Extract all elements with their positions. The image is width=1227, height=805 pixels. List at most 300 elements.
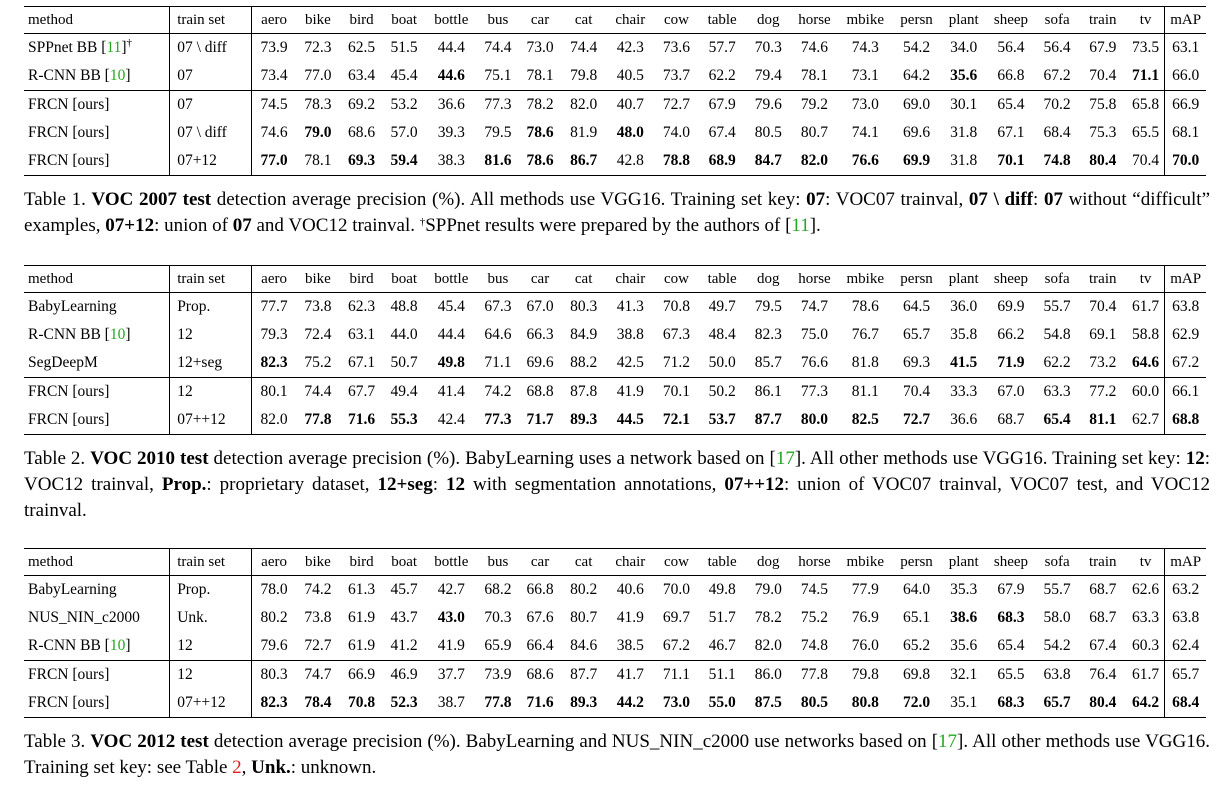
train-set-cell: 12	[170, 378, 252, 407]
ap-cell: 41.3	[616, 298, 644, 316]
column-header: persn	[892, 7, 941, 34]
header-row	[24, 266, 1206, 293]
ap-cell: 88.2	[570, 354, 598, 372]
train-set-cell: 07	[170, 62, 252, 91]
table-row	[24, 349, 1206, 378]
map-cell: 65.7	[1165, 661, 1206, 690]
ap-cell: 69.9	[892, 147, 941, 176]
ap-cell: 66.3	[526, 326, 554, 344]
train-set-cell: Unk.	[170, 604, 252, 632]
ap-cell: 79.2	[790, 91, 838, 120]
column-header: train	[1079, 7, 1127, 34]
table-row	[24, 378, 1206, 407]
ap-cell: 63.8	[1036, 661, 1079, 690]
ap-cell: 82.0	[754, 637, 782, 655]
ap-cell: 69.0	[892, 91, 941, 120]
ap-cell: 72.3	[304, 39, 332, 57]
caption-dataset: VOC 2012 test	[90, 731, 209, 752]
ap-cell: 37.7	[425, 661, 477, 690]
ap-cell: 70.4	[1127, 147, 1165, 176]
caption-dataset: VOC 2007 test	[91, 189, 212, 210]
ap-cell: 40.5	[616, 67, 644, 85]
ap-cell: 35.3	[950, 581, 978, 599]
ap-cell: 40.6	[616, 581, 644, 599]
ap-cell: 77.7	[252, 293, 296, 322]
ap-cell: 70.4	[1089, 67, 1117, 85]
ap-cell: 82.5	[839, 406, 892, 435]
ap-cell: 58.0	[1043, 609, 1071, 627]
column-header: sheep	[986, 266, 1035, 293]
table-row	[24, 632, 1206, 661]
table-row	[24, 406, 1206, 435]
ap-cell: 69.3	[340, 147, 383, 176]
map-cell: 62.4	[1165, 632, 1206, 661]
ap-cell: 76.6	[800, 354, 829, 372]
ap-cell: 64.2	[902, 67, 931, 85]
ap-cell: 73.8	[304, 298, 332, 316]
column-header: boat	[383, 266, 425, 293]
ap-cell: 79.5	[754, 298, 782, 316]
column-header: table	[698, 7, 746, 34]
column-header: method	[24, 7, 170, 34]
ap-cell: 69.8	[892, 661, 941, 690]
ap-cell: 73.9	[477, 661, 518, 690]
column-header: chair	[606, 549, 655, 576]
ap-cell: 78.6	[851, 298, 879, 316]
train-set-cell: 07 \ diff	[170, 119, 252, 147]
ap-cell: 77.8	[477, 689, 518, 718]
ap-cell: 63.3	[1132, 609, 1160, 627]
caption-dataset: VOC 2010 test	[90, 448, 209, 469]
column-header: sofa	[1036, 266, 1079, 293]
column-header: dog	[746, 266, 790, 293]
column-header: train	[1079, 549, 1127, 576]
ap-cell: 63.1	[347, 326, 376, 344]
ap-cell: 67.7	[340, 378, 383, 407]
citation-link[interactable]: 11	[791, 215, 810, 236]
column-header: sheep	[986, 7, 1035, 34]
citation-link[interactable]: 17	[938, 731, 958, 752]
ap-cell: 80.3	[252, 661, 296, 690]
ap-cell: 74.6	[800, 39, 829, 57]
ap-cell: 35.6	[950, 67, 978, 85]
column-header: mAP	[1165, 266, 1206, 293]
ap-cell: 67.0	[526, 298, 554, 316]
ap-cell: 70.4	[892, 378, 941, 407]
ap-cell: 87.7	[746, 406, 790, 435]
ap-cell: 65.4	[986, 91, 1035, 120]
table-row	[24, 321, 1206, 349]
ap-cell: 78.4	[296, 689, 340, 718]
ap-cell: 66.9	[340, 661, 383, 690]
ap-cell: 41.9	[606, 378, 655, 407]
ap-cell: 68.6	[347, 124, 376, 142]
ap-cell: 50.2	[698, 378, 746, 407]
ap-cell: 68.4	[1043, 124, 1071, 142]
ap-cell: 67.4	[1089, 637, 1117, 655]
ap-cell: 85.7	[754, 354, 782, 372]
table-row	[24, 119, 1206, 147]
ap-cell: 70.3	[754, 39, 782, 57]
ap-cell: 81.1	[1079, 406, 1127, 435]
ap-cell: 74.4	[570, 39, 598, 57]
ap-cell: 80.5	[790, 689, 838, 718]
ap-cell: 67.9	[997, 581, 1025, 599]
ap-cell: 79.3	[252, 321, 296, 349]
ap-cell: 79.8	[570, 67, 598, 85]
map-cell: 66.1	[1165, 378, 1206, 407]
ap-cell: 49.8	[708, 581, 736, 599]
ap-cell: 86.7	[562, 147, 606, 176]
table-3	[24, 548, 1206, 718]
method-cell: BabyLearning	[28, 581, 117, 599]
ap-cell: 31.8	[941, 147, 986, 176]
column-header: dog	[746, 7, 790, 34]
ap-cell: 74.7	[800, 298, 829, 316]
ap-cell: 35.6	[950, 637, 978, 655]
train-set-cell: 07++12	[170, 689, 252, 718]
ap-cell: 81.6	[477, 147, 518, 176]
citation-link[interactable]: 17	[775, 448, 795, 469]
ap-cell: 51.1	[698, 661, 746, 690]
train-set-cell: 07+12	[170, 147, 252, 176]
ap-cell: 78.1	[800, 67, 829, 85]
column-header: cat	[562, 266, 606, 293]
table-row	[24, 147, 1206, 176]
method-cell: SPPnet BB [11]†	[28, 37, 133, 57]
ap-cell: 78.6	[518, 147, 561, 176]
ap-cell: 80.1	[252, 378, 296, 407]
table-ref-link[interactable]: 2	[232, 757, 242, 778]
ap-cell: 38.6	[950, 609, 978, 627]
ap-cell: 76.7	[851, 326, 879, 344]
ap-cell: 80.2	[570, 581, 598, 599]
ap-cell: 79.5	[484, 124, 512, 142]
map-cell: 63.1	[1165, 34, 1206, 63]
ap-cell: 74.0	[662, 124, 691, 142]
ap-cell: 89.3	[562, 689, 606, 718]
ap-cell: 38.5	[616, 637, 644, 655]
column-header: persn	[892, 549, 941, 576]
ap-cell: 59.4	[383, 147, 425, 176]
train-set-cell: 12	[170, 321, 252, 349]
ap-cell: 87.7	[562, 661, 606, 690]
ap-cell: 69.1	[1089, 326, 1117, 344]
ap-cell: 65.4	[997, 637, 1025, 655]
ap-cell: 56.4	[997, 39, 1025, 57]
ap-cell: 41.5	[950, 354, 978, 372]
ap-cell: 73.0	[839, 91, 892, 120]
map-cell: 67.2	[1165, 349, 1206, 378]
ap-cell: 32.1	[941, 661, 986, 690]
ap-cell: 74.4	[296, 378, 340, 407]
ap-cell: 79.6	[746, 91, 790, 120]
ap-cell: 79.8	[839, 661, 892, 690]
ap-cell: 53.2	[383, 91, 425, 120]
ap-cell: 67.9	[698, 91, 746, 120]
ap-cell: 73.4	[252, 62, 296, 91]
ap-cell: 57.7	[708, 39, 736, 57]
ap-cell: 58.8	[1132, 326, 1160, 344]
ap-cell: 73.2	[1089, 354, 1117, 372]
ap-cell: 75.0	[800, 326, 829, 344]
method-cell: FRCN [ours]	[24, 91, 170, 120]
ap-cell: 62.7	[1127, 406, 1165, 435]
column-header: bottle	[425, 549, 477, 576]
ap-cell: 77.0	[304, 67, 332, 85]
ap-cell: 77.3	[477, 406, 518, 435]
ap-cell: 45.4	[437, 298, 465, 316]
column-header: mbike	[839, 7, 892, 34]
ap-cell: 44.4	[437, 39, 465, 57]
train-set-cell: 07 \ diff	[170, 34, 252, 63]
ap-cell: 69.6	[526, 354, 554, 372]
ap-cell: 67.2	[1043, 67, 1071, 85]
column-header: chair	[606, 266, 655, 293]
table-row	[24, 661, 1206, 690]
ap-cell: 62.2	[1043, 354, 1071, 372]
ap-cell: 71.7	[518, 406, 561, 435]
ap-cell: 68.9	[698, 147, 746, 176]
table-1-block	[24, 6, 1206, 176]
ap-cell: 65.7	[1036, 689, 1079, 718]
ap-cell: 60.0	[1127, 378, 1165, 407]
map-cell: 70.0	[1165, 147, 1206, 176]
ap-cell: 64.0	[902, 581, 931, 599]
column-header: train set	[170, 549, 252, 576]
ap-cell: 80.4	[1079, 147, 1127, 176]
ap-cell: 71.9	[997, 354, 1025, 372]
ap-cell: 34.0	[950, 39, 978, 57]
column-header: cat	[562, 549, 606, 576]
ap-cell: 44.2	[606, 689, 655, 718]
ap-cell: 55.7	[1043, 298, 1071, 316]
column-header: boat	[383, 7, 425, 34]
ap-cell: 45.7	[390, 581, 418, 599]
ap-cell: 70.4	[1089, 298, 1117, 316]
ap-cell: 73.5	[1132, 39, 1160, 57]
ap-cell: 35.8	[950, 326, 978, 344]
ap-cell: 75.8	[1079, 91, 1127, 120]
ap-cell: 84.9	[570, 326, 598, 344]
ap-cell: 54.2	[902, 39, 931, 57]
column-header: bus	[477, 549, 518, 576]
ap-cell: 76.6	[839, 147, 892, 176]
ap-cell: 70.3	[484, 609, 512, 627]
column-header: car	[518, 549, 561, 576]
citation-link[interactable]: 10	[109, 326, 126, 344]
ap-cell: 45.4	[390, 67, 418, 85]
ap-cell: 71.1	[484, 354, 512, 372]
ap-cell: 49.4	[383, 378, 425, 407]
column-header: sofa	[1036, 7, 1079, 34]
ap-cell: 61.7	[1132, 298, 1160, 316]
table-row	[24, 34, 1206, 63]
ap-cell: 89.3	[562, 406, 606, 435]
ap-cell: 69.7	[662, 609, 691, 627]
ap-cell: 74.6	[252, 119, 296, 147]
ap-cell: 77.9	[851, 581, 879, 599]
column-header: sofa	[1036, 549, 1079, 576]
method-cell: FRCN [ours]	[28, 124, 110, 142]
column-header: cow	[655, 266, 698, 293]
ap-cell: 68.3	[986, 689, 1035, 718]
citation-link[interactable]: 10	[109, 637, 126, 655]
ap-cell: 41.2	[390, 637, 418, 655]
ap-cell: 75.2	[800, 609, 829, 627]
ap-cell: 80.5	[754, 124, 782, 142]
ap-cell: 64.2	[1127, 689, 1165, 718]
ap-cell: 80.7	[800, 124, 829, 142]
ap-cell: 48.8	[390, 298, 418, 316]
column-header: cow	[655, 7, 698, 34]
ap-cell: 67.1	[997, 124, 1025, 142]
ap-cell: 77.3	[477, 91, 518, 120]
ap-cell: 71.1	[1132, 67, 1160, 85]
ap-cell: 73.6	[662, 39, 691, 57]
ap-cell: 51.7	[708, 609, 736, 627]
column-header: tv	[1127, 549, 1165, 576]
ap-cell: 42.3	[616, 39, 644, 57]
table-row	[24, 91, 1206, 120]
ap-cell: 72.7	[655, 91, 698, 120]
citation-link[interactable]: 10	[109, 67, 126, 85]
ap-cell: 40.7	[606, 91, 655, 120]
ap-cell: 48.4	[708, 326, 736, 344]
ap-cell: 70.1	[986, 147, 1035, 176]
column-header: aero	[252, 549, 296, 576]
ap-cell: 84.6	[570, 637, 598, 655]
table-2-caption: Table 2. VOC 2010 test detection average precision (%). BabyLearning uses a network based on [17]. All other methods use VGG16. Training set key: 12: VOC12 trainval, Prop.: proprietary dataset, 12+seg: 12 with segmentation annotations, 07++12: union of VOC07 trainval, VOC07 test, and VOC12 trainval.	[24, 448, 1211, 521]
table-row	[24, 689, 1206, 718]
train-set-cell: 07++12	[170, 406, 252, 435]
ap-cell: 71.2	[662, 354, 691, 372]
ap-cell: 80.2	[252, 604, 296, 632]
ap-cell: 70.1	[655, 378, 698, 407]
ap-cell: 81.8	[851, 354, 879, 372]
column-header: boat	[383, 549, 425, 576]
ap-cell: 64.6	[1132, 354, 1160, 372]
ap-cell: 68.8	[518, 378, 561, 407]
ap-cell: 36.0	[950, 298, 978, 316]
method-cell: BabyLearning	[28, 298, 117, 316]
ap-cell: 74.2	[304, 581, 332, 599]
ap-cell: 73.9	[252, 34, 296, 63]
citation-link[interactable]: 11	[106, 39, 122, 57]
ap-cell: 73.0	[655, 689, 698, 718]
ap-cell: 62.5	[347, 39, 376, 57]
ap-cell: 72.1	[655, 406, 698, 435]
ap-cell: 67.9	[1089, 39, 1117, 57]
ap-cell: 71.1	[655, 661, 698, 690]
table-row	[24, 293, 1206, 322]
ap-cell: 38.8	[616, 326, 644, 344]
train-set-cell: Prop.	[170, 576, 252, 605]
column-header: car	[518, 7, 561, 34]
ap-cell: 86.0	[746, 661, 790, 690]
ap-cell: 65.7	[902, 326, 931, 344]
table-1-caption: Table 1. VOC 2007 test detection average precision (%). All methods use VGG16. Training set key: 07: VOC07 trainval, 07 \ diff: 07 without “difficult” examples, 07+12: union of 07 and VOC12 trainval. †SPPnet results were prepared by the authors of [11].	[24, 189, 1211, 236]
column-header: persn	[892, 266, 941, 293]
method-cell: SegDeepM	[28, 354, 98, 372]
column-header: bird	[340, 266, 383, 293]
ap-cell: 78.1	[296, 147, 340, 176]
ap-cell: 74.5	[800, 581, 829, 599]
ap-cell: 60.3	[1132, 637, 1160, 655]
ap-cell: 74.7	[296, 661, 340, 690]
ap-cell: 33.3	[941, 378, 986, 407]
ap-cell: 78.8	[655, 147, 698, 176]
table-row	[24, 576, 1206, 605]
ap-cell: 82.3	[252, 689, 296, 718]
table-row	[24, 604, 1206, 632]
ap-cell: 80.4	[1079, 689, 1127, 718]
column-header: method	[24, 549, 170, 576]
method-cell: FRCN [ours]	[24, 406, 170, 435]
map-cell: 68.4	[1165, 689, 1206, 718]
map-cell: 63.2	[1165, 576, 1206, 605]
table-3-block	[24, 548, 1206, 718]
ap-cell: 52.3	[383, 689, 425, 718]
column-header: sheep	[986, 549, 1035, 576]
ap-cell: 55.3	[383, 406, 425, 435]
ap-cell: 44.4	[437, 326, 465, 344]
header-row	[24, 7, 1206, 34]
ap-cell: 67.6	[526, 609, 554, 627]
ap-cell: 43.0	[437, 609, 465, 627]
ap-cell: 86.1	[746, 378, 790, 407]
ap-cell: 71.6	[340, 406, 383, 435]
ap-cell: 72.7	[892, 406, 941, 435]
ap-cell: 75.3	[1089, 124, 1117, 142]
ap-cell: 73.0	[526, 39, 554, 57]
column-header: plant	[941, 549, 986, 576]
map-cell: 63.8	[1165, 293, 1206, 322]
ap-cell: 65.8	[1127, 91, 1165, 120]
column-header: horse	[790, 549, 838, 576]
ap-cell: 57.0	[390, 124, 418, 142]
ap-cell: 61.3	[347, 581, 376, 599]
ap-cell: 78.0	[252, 576, 296, 605]
ap-cell: 70.8	[340, 689, 383, 718]
ap-cell: 78.1	[526, 67, 554, 85]
table-3-caption: Table 3. VOC 2012 test detection average precision (%). BabyLearning and NUS_NIN_c2000 use networks based on [17]. All other methods use VGG16. Training set key: see Table 2, Unk.: unknown.	[24, 731, 1210, 778]
ap-cell: 80.0	[790, 406, 838, 435]
ap-cell: 51.5	[390, 39, 418, 57]
ap-cell: 69.6	[902, 124, 931, 142]
ap-cell: 82.0	[252, 406, 296, 435]
column-header: mbike	[839, 549, 892, 576]
ap-cell: 67.3	[662, 326, 691, 344]
ap-cell: 36.6	[941, 406, 986, 435]
ap-cell: 79.6	[252, 632, 296, 661]
ap-cell: 75.1	[484, 67, 512, 85]
column-header: chair	[606, 7, 655, 34]
ap-cell: 31.8	[950, 124, 978, 142]
ap-cell: 73.1	[851, 67, 879, 85]
ap-cell: 79.0	[754, 581, 782, 599]
table-row	[24, 62, 1206, 91]
ap-cell: 74.1	[851, 124, 879, 142]
ap-cell: 68.6	[518, 661, 561, 690]
ap-cell: 30.1	[941, 91, 986, 120]
caption-label: Table 2.	[24, 448, 86, 469]
ap-cell: 55.7	[1043, 581, 1071, 599]
ap-cell: 73.8	[304, 609, 332, 627]
ap-cell: 49.7	[708, 298, 736, 316]
caption-label: Table 1.	[24, 189, 86, 210]
ap-cell: 76.0	[851, 637, 879, 655]
